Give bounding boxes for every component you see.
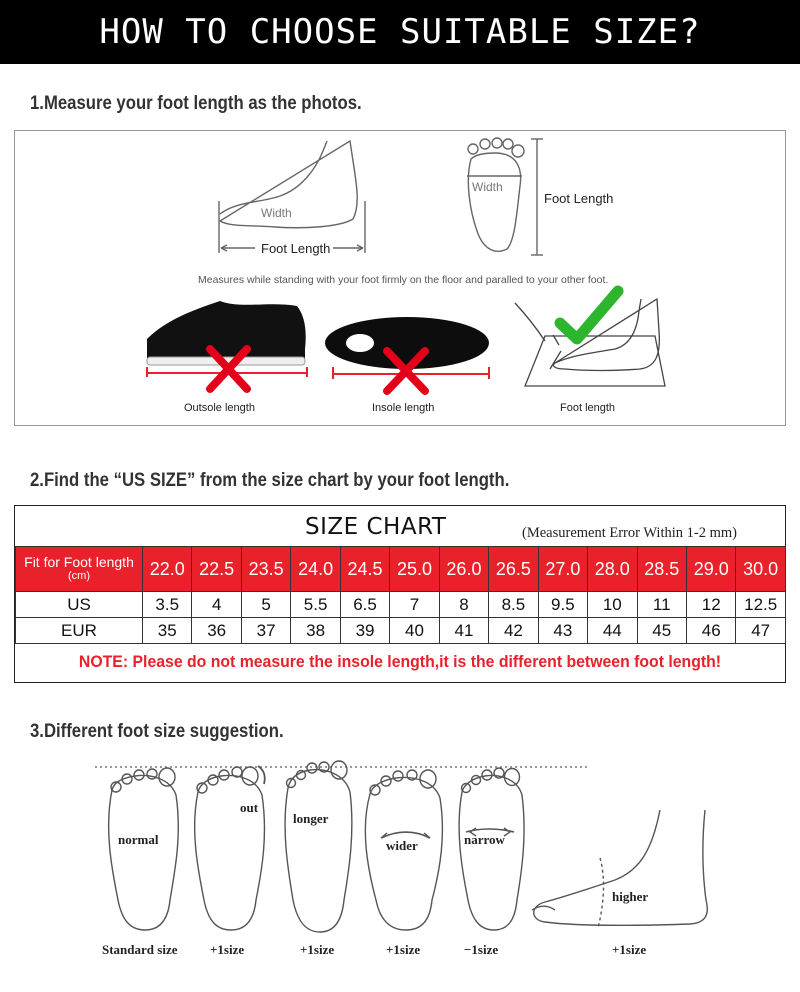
row-label-cm-unit: (cm) bbox=[68, 570, 90, 582]
us-cell: 10 bbox=[588, 592, 637, 618]
eur-cell: 39 bbox=[340, 618, 389, 644]
top-foot-illustration bbox=[467, 138, 543, 255]
cm-cell: 23.5 bbox=[241, 547, 290, 592]
measurement-note: (Measurement Error Within 1-2 mm) bbox=[522, 525, 737, 541]
eur-cell: 42 bbox=[489, 618, 538, 644]
eur-cell: 36 bbox=[192, 618, 241, 644]
table-row-cm bbox=[16, 547, 786, 592]
us-cell: 4 bbox=[192, 592, 241, 618]
measure-illustrations bbox=[15, 131, 787, 427]
foot-caption: Foot length bbox=[560, 402, 616, 414]
top-width-label: Width bbox=[472, 180, 503, 194]
eur-cell: 45 bbox=[637, 618, 686, 644]
table-row-us bbox=[16, 592, 786, 618]
eur-cell: 40 bbox=[390, 618, 439, 644]
foot-label-normal: normal bbox=[118, 832, 159, 847]
eur-cell: 37 bbox=[241, 618, 290, 644]
us-cell: 5 bbox=[241, 592, 290, 618]
foot-label-wider: wider bbox=[386, 838, 418, 853]
us-cell: 8.5 bbox=[489, 592, 538, 618]
foot-label-out: out bbox=[240, 800, 259, 815]
cm-cell: 24.5 bbox=[340, 547, 389, 592]
cm-cell: 24.0 bbox=[291, 547, 340, 592]
cm-cell: 27.0 bbox=[538, 547, 587, 592]
foot-outline-longer bbox=[285, 761, 352, 932]
cm-cell: 25.0 bbox=[390, 547, 439, 592]
us-cell: 9.5 bbox=[538, 592, 587, 618]
cm-cell: 26.0 bbox=[439, 547, 488, 592]
foot-outline-higher bbox=[532, 810, 707, 928]
eur-cell: 44 bbox=[588, 618, 637, 644]
foot-outline-normal bbox=[109, 768, 179, 930]
foot-caption-out: +1size bbox=[210, 942, 245, 957]
us-cell: 11 bbox=[637, 592, 686, 618]
row-label-cm bbox=[16, 547, 143, 592]
side-foot-illustration bbox=[219, 141, 365, 253]
foot-label-narrow: narrow bbox=[464, 832, 505, 847]
eur-cell: 38 bbox=[291, 618, 340, 644]
row-label-eur: EUR bbox=[16, 618, 143, 644]
foot-caption-narrow: −1size bbox=[464, 942, 499, 957]
table-row-eur bbox=[16, 618, 786, 644]
size-chart bbox=[14, 505, 786, 683]
cm-cell: 22.0 bbox=[143, 547, 192, 592]
top-length-label: Foot Length bbox=[544, 191, 614, 206]
outsole-caption: Outsole length bbox=[184, 402, 255, 414]
us-cell: 3.5 bbox=[143, 592, 192, 618]
foot-caption-longer: +1size bbox=[300, 942, 335, 957]
eur-cell: 43 bbox=[538, 618, 587, 644]
us-cell: 8 bbox=[439, 592, 488, 618]
cm-cell: 29.0 bbox=[686, 547, 735, 592]
side-width-label: Width bbox=[261, 206, 292, 220]
foot-outline-out bbox=[195, 766, 265, 930]
cm-cell: 28.5 bbox=[637, 547, 686, 592]
foot-measure-image bbox=[515, 299, 665, 386]
cm-cell: 30.0 bbox=[736, 547, 785, 592]
eur-cell: 35 bbox=[143, 618, 192, 644]
side-length-label: Foot Length bbox=[261, 241, 331, 256]
foot-outline-narrow bbox=[459, 768, 524, 930]
step1-heading: 1.Measure your foot length as the photos. bbox=[30, 93, 362, 114]
us-cell: 12.5 bbox=[736, 592, 785, 618]
us-cell: 12 bbox=[686, 592, 735, 618]
us-cell: 7 bbox=[390, 592, 439, 618]
eur-cell: 41 bbox=[439, 618, 488, 644]
foot-caption-higher: +1size bbox=[612, 942, 647, 957]
row-label-cm-text: Fit for Foot length bbox=[24, 554, 134, 570]
foot-types-illustration bbox=[0, 750, 800, 970]
us-cell: 5.5 bbox=[291, 592, 340, 618]
check-icon bbox=[560, 291, 618, 339]
cm-cell: 28.0 bbox=[588, 547, 637, 592]
warning-note: NOTE: Please do not measure the insole length,it is the different between foot length! bbox=[78, 652, 722, 671]
size-table bbox=[15, 546, 786, 644]
measure-instruction: Measures while standing with your foot firmly on the floor and paralled to your other foot. bbox=[198, 274, 609, 286]
foot-caption-standard: Standard size bbox=[102, 942, 178, 957]
foot-caption-wider: +1size bbox=[386, 942, 421, 957]
cm-cell: 26.5 bbox=[489, 547, 538, 592]
insole-caption: Insole length bbox=[372, 402, 435, 414]
cm-cell: 22.5 bbox=[192, 547, 241, 592]
foot-label-longer: longer bbox=[293, 811, 329, 826]
foot-label-higher: higher bbox=[612, 889, 649, 904]
step3-heading: 3.Different foot size suggestion. bbox=[30, 721, 284, 742]
title-banner bbox=[0, 0, 800, 64]
eur-cell: 47 bbox=[736, 618, 785, 644]
step2-heading: 2.Find the “US SIZE” from the size chart by your foot length. bbox=[30, 470, 510, 491]
eur-cell: 46 bbox=[686, 618, 735, 644]
row-label-us: US bbox=[16, 592, 143, 618]
measure-illustration-panel bbox=[14, 130, 786, 426]
page-title: HOW TO CHOOSE SUITABLE SIZE? bbox=[99, 12, 701, 52]
us-cell: 6.5 bbox=[340, 592, 389, 618]
size-chart-title: SIZE CHART bbox=[305, 514, 447, 540]
